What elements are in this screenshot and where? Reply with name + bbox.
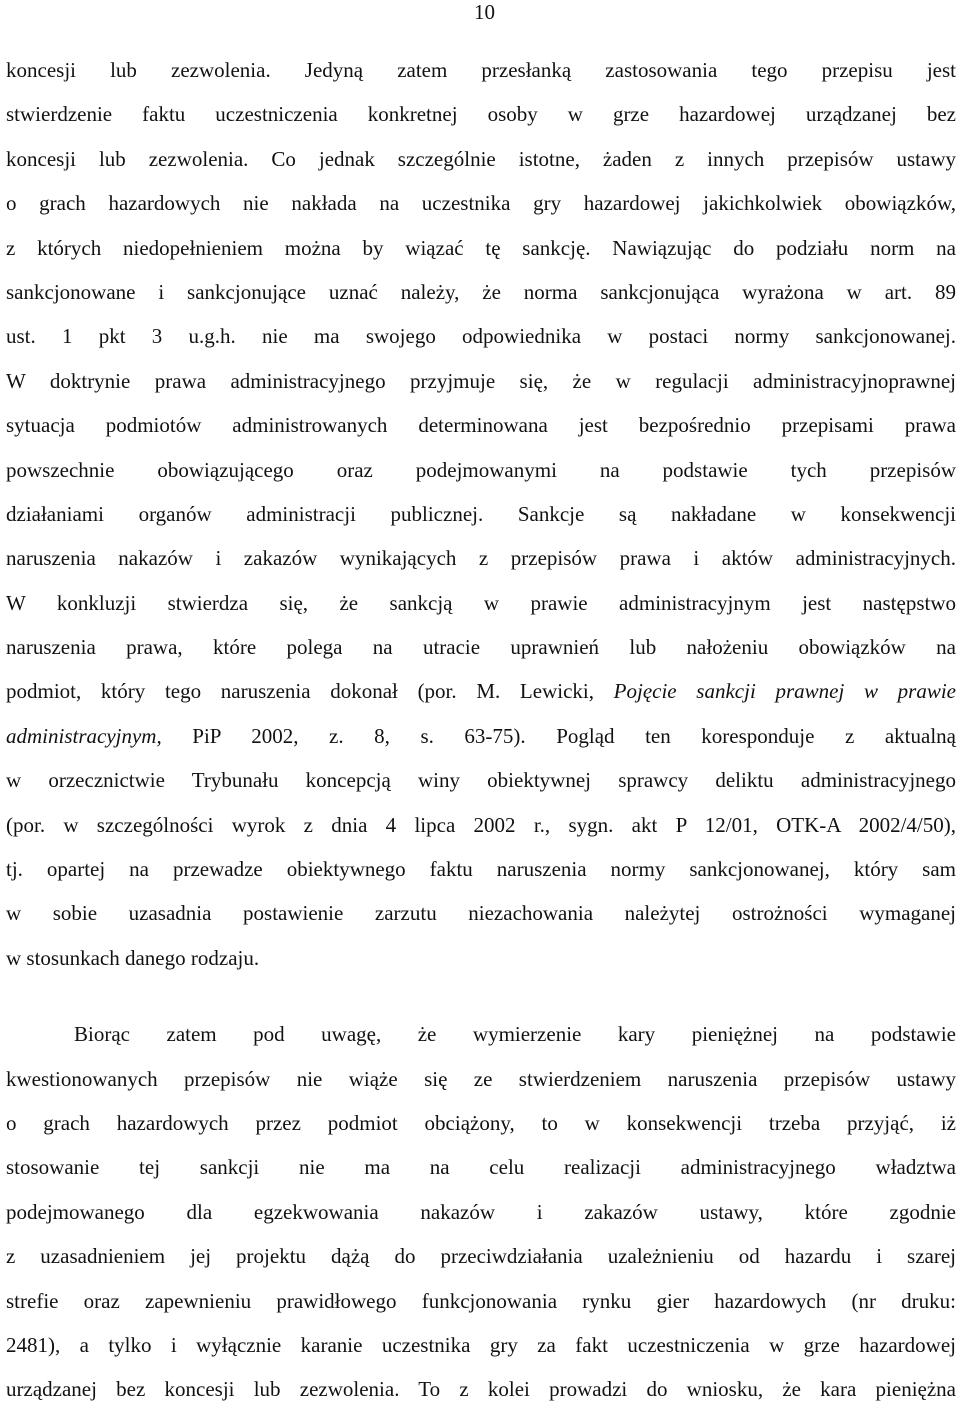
citation-suffix: PiP 2002, z. 8, s. 63-75). Pogląd ten koresponduje z aktualną: [161, 723, 956, 748]
paragraph-gap: [6, 980, 956, 1012]
text-line: podejmowanego dla egzekwowania nakazów i zakazów ustawy, które zgodnie: [6, 1199, 956, 1224]
text-line: strefie oraz zapewnieniu prawidłowego funkcjonowania rynku gier hazardowych (nr druku:: [6, 1288, 956, 1313]
citation-line: [6, 669, 956, 713]
text-line: w stosunkach danego rodzaju.: [6, 945, 260, 970]
text-line: działaniami organów administracji publicznej. Sankcje są nakładane w konsekwencji: [6, 501, 956, 526]
citation-prefix: podmiot, który tego naruszenia dokonał (por. M. Lewicki,: [6, 679, 614, 704]
document-body: [6, 48, 956, 1412]
text-line: W doktrynie prawa administracyjnego przyjmuje się, że w regulacji administracyjnoprawnej: [6, 368, 956, 393]
text-line: stwierdzenie faktu uczestniczenia konkretnej osoby w grze hazardowej urządzanej bez: [6, 102, 956, 127]
paragraph-2: [6, 1012, 956, 1412]
text-line: z których niedopełnieniem można by wiązać tę sankcję. Nawiązując do podziału norm na: [6, 235, 956, 260]
text-line: kwestionowanych przepisów nie wiąże się ze stwierdzeniem naruszenia przepisów ustawy: [6, 1066, 956, 1091]
text-line: powszechnie obowiązującego oraz podejmowanymi na podstawie tych przepisów: [6, 457, 956, 482]
text-line: z uzasadnieniem jej projektu dążą do przeciwdziałania uzależnieniu od hazardu i szarej: [6, 1244, 956, 1269]
text-line: Biorąc zatem pod uwagę, że wymierzenie kary pieniężnej na podstawie: [74, 1022, 956, 1047]
text-line: W konkluzji stwierdza się, że sankcją w prawie administracyjnym jest następstwo: [6, 590, 956, 615]
text-line: tj. opartej na przewadze obiektywnego faktu naruszenia normy sankcjonowanej, który sam: [6, 857, 956, 882]
text-line: koncesji lub zezwolenia. Jedyną zatem przesłanką zastosowania tego przepisu jest: [6, 58, 956, 82]
citation-line: [6, 714, 956, 758]
text-line: urządzanej bez koncesji lub zezwolenia. To z kolei prowadzi do wniosku, że kara pieniężna: [6, 1377, 956, 1402]
text-line: naruszenia prawa, które polega na utracie uprawnień lub nałożeniu obowiązków na: [6, 635, 956, 660]
text-line: koncesji lub zezwolenia. Co jednak szczególnie istotne, żaden z innych przepisów ustawy: [6, 146, 956, 171]
page-number: 10: [474, 0, 495, 24]
text-line: w orzecznictwie Trybunału koncepcją winy obiektywnej sprawcy deliktu administracyjnego: [6, 768, 956, 793]
paragraph-1: [6, 48, 956, 980]
text-line: naruszenia nakazów i zakazów wynikających z przepisów prawa i aktów administracyjnych.: [6, 546, 956, 571]
text-line: ust. 1 pkt 3 u.g.h. nie ma swojego odpowiednika w postaci normy sankcjonowanej.: [6, 324, 956, 349]
text-line: stosowanie tej sankcji nie ma na celu realizacji administracyjnego władztwa: [6, 1155, 956, 1180]
text-line: sankcjonowane i sankcjonujące uznać należy, że norma sankcjonująca wyrażona w art. 89: [6, 279, 956, 304]
text-line: sytuacja podmiotów administrowanych determinowana jest bezpośrednio przepisami prawa: [6, 413, 956, 438]
citation-title: Pojęcie sankcji prawnej w prawie: [613, 679, 956, 704]
text-line: (por. w szczególności wyrok z dnia 4 lipca 2002 r., sygn. akt P 12/01, OTK-A 2002/4/50),: [6, 812, 956, 837]
citation-title-continued: administracyjnym,: [6, 723, 162, 748]
text-line: o grach hazardowych przez podmiot obciążony, to w konsekwencji trzeba przyjąć, iż: [6, 1110, 956, 1135]
text-line: o grach hazardowych nie nakłada na uczestnika gry hazardowej jakichkolwiek obowiązków,: [6, 191, 956, 216]
text-line: 2481), a tylko i wyłącznie karanie uczestnika gry za fakt uczestniczenia w grze hazardowej: [6, 1332, 956, 1357]
text-line: w sobie uzasadnia postawienie zarzutu niezachowania należytej ostrożności wymaganej: [6, 901, 956, 926]
